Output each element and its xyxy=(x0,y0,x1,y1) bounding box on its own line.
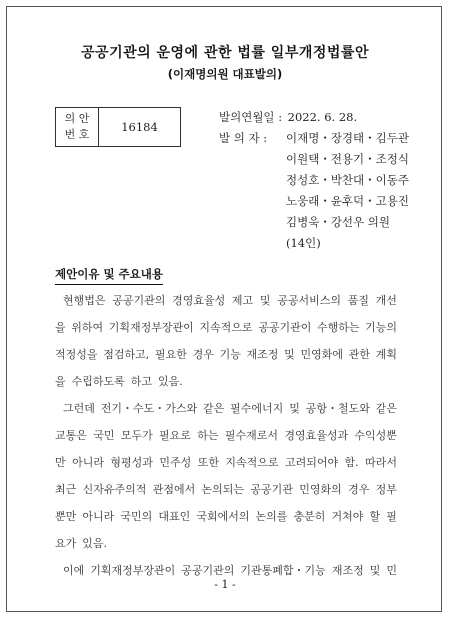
body-word: 민 xyxy=(386,564,397,577)
body-word: 신자유주의적 xyxy=(82,483,147,496)
body-word: 필수재로서 xyxy=(224,429,278,442)
body-line xyxy=(55,427,397,443)
body-word: 고려되어야 xyxy=(284,456,339,469)
body-word: 기능 xyxy=(219,348,241,361)
body-word: 공공기관의 xyxy=(112,294,166,307)
bill-label-line2: 번 호 xyxy=(64,128,90,141)
body-word: 위하여 xyxy=(71,321,104,334)
body-word: 공항・철도와 xyxy=(305,402,370,415)
body-word: 경영효율성 xyxy=(172,294,226,307)
body-word: 계획 xyxy=(375,348,397,361)
proposer-count: (14인) xyxy=(286,236,321,250)
body-word: 공공서비스의 xyxy=(277,294,341,307)
body-word: 제고 xyxy=(231,294,254,307)
body-line xyxy=(55,562,397,578)
bill-number-box xyxy=(55,107,181,147)
body-word: 지속적으로 xyxy=(199,321,253,334)
body-word: 형평성과 xyxy=(110,456,153,469)
bill-label-line1: 의 안 xyxy=(64,112,90,125)
body-word: 또한 xyxy=(197,456,219,469)
body-word: 민영화에 xyxy=(300,348,344,361)
body-word: 공공기관의 xyxy=(181,564,235,577)
proposer-key: 발 의 자 : xyxy=(219,131,268,145)
body-word: 및 xyxy=(259,294,271,307)
body-word: 민영화의 xyxy=(299,483,342,496)
section-title: 제안이유 및 주요내용 xyxy=(55,266,163,285)
body-word: 이에 xyxy=(63,564,85,577)
proposer-line: 이재명・장경태・김두관 xyxy=(286,131,409,145)
date-key: 발의연월일 : xyxy=(219,110,283,124)
body-word: 재조정 xyxy=(331,564,364,577)
body-word: 공공기관이 xyxy=(258,321,312,334)
body-word: 충분히 xyxy=(293,510,326,523)
body-line xyxy=(55,535,397,551)
page-number: - 1 - xyxy=(214,578,236,591)
body-word: 민주성 xyxy=(159,456,192,469)
body-word: 점검하고, xyxy=(103,348,150,361)
body-line xyxy=(55,292,397,308)
body-word: 및 xyxy=(289,402,300,415)
body-word: 및 xyxy=(369,564,381,577)
body-word: 모두가 xyxy=(120,429,153,442)
body-word: 경영효율성과 xyxy=(284,429,349,442)
date-row xyxy=(219,107,357,128)
body-word: 같은 xyxy=(375,402,397,415)
body-word: 및 xyxy=(284,348,295,361)
body-word: 수립하도록 xyxy=(71,375,125,388)
body-word: 지속적으로 xyxy=(225,456,279,469)
body-word: 하는 xyxy=(197,429,219,442)
body-word: 필수에너지 xyxy=(230,402,284,415)
body-word: 개선 xyxy=(375,294,397,307)
body-line xyxy=(55,319,397,335)
body-word: 기관통폐합・기능 xyxy=(240,564,326,577)
body-word: 필요로 xyxy=(159,429,191,442)
bill-number-value: 16184 xyxy=(121,120,158,134)
body-word: 국회에서의 xyxy=(196,510,250,523)
body-word: 품질 xyxy=(347,294,369,307)
bill-title: 공공기관의 운영에 관한 법률 일부개정법률안 xyxy=(81,45,369,61)
body-word: 만 xyxy=(55,456,66,469)
body-word: 국민 xyxy=(93,429,115,442)
body-word: 수익성뿐 xyxy=(354,429,397,442)
body-word: 논의되는 xyxy=(201,483,245,496)
body-word: 아니라 xyxy=(72,456,104,469)
body-line xyxy=(55,481,397,497)
body-word: 공공기관 xyxy=(250,483,293,496)
body-word: 경우 xyxy=(348,483,370,496)
body-word: 관한 xyxy=(348,348,371,361)
body-line xyxy=(55,373,397,389)
body-word: 뿐만 xyxy=(55,510,77,523)
body-word: 교통은 xyxy=(55,429,87,442)
proposer-line: 노웅래・윤후덕・고용진 xyxy=(286,194,409,208)
body-word: 논의를 xyxy=(255,510,288,523)
body-line xyxy=(55,454,397,470)
body-word: 수행하는 xyxy=(316,321,360,334)
body-word: 현행법은 xyxy=(63,294,106,307)
body-line xyxy=(55,346,397,362)
proposer-line: 김병욱・강선우 의원 xyxy=(286,215,391,229)
body-word: 적정성을 xyxy=(55,348,98,361)
body-word: 최근 xyxy=(55,483,77,496)
body-line xyxy=(55,400,397,416)
body-word: 같은 xyxy=(203,402,225,415)
body-word: 경우 xyxy=(192,348,214,361)
body-word: 기능의 xyxy=(365,321,397,334)
body-word: 하고 xyxy=(130,375,153,388)
body-word: 을 xyxy=(55,375,66,388)
body-word: 필요한 xyxy=(154,348,187,361)
bill-number-label xyxy=(56,108,99,146)
body-word: 있음. xyxy=(82,537,108,550)
bill-subtitle: (이재명의원 대표발의) xyxy=(167,67,283,81)
body-word: 따라서 xyxy=(365,456,397,469)
date-value: 2022. 6. 28. xyxy=(287,110,358,124)
body-word: 아니라 xyxy=(82,510,115,523)
body-line xyxy=(55,508,397,524)
body-word: 필 xyxy=(386,510,397,523)
body-word: 관점에서 xyxy=(152,483,196,496)
body-word: 요가 xyxy=(55,537,77,550)
body-word: 정부 xyxy=(375,483,397,496)
proposer-line: 정성호・박찬대・이동주 xyxy=(286,173,409,187)
body-word: 기획재정부장관이 xyxy=(90,564,176,577)
body-word: 재조정 xyxy=(246,348,279,361)
body-word: 을 xyxy=(55,321,66,334)
body-word: 국민의 xyxy=(120,510,153,523)
body-word: 기획재정부장관이 xyxy=(108,321,194,334)
body-word: 있음. xyxy=(158,375,183,388)
body-word: 거쳐야 xyxy=(331,510,364,523)
body-word: 할 xyxy=(369,510,381,523)
body-word: 그런데 xyxy=(63,402,95,415)
body-word: 함. xyxy=(344,456,359,469)
body-word: 대표인 xyxy=(158,510,191,523)
body-word: 전기・수도・가스와 xyxy=(100,402,198,415)
proposer-line: 이원택・전용기・조정식 xyxy=(286,152,409,166)
